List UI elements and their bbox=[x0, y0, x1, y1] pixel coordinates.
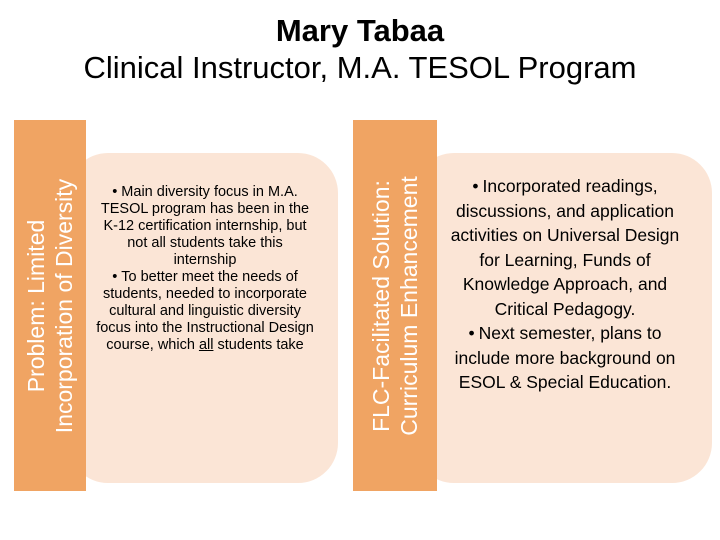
problem-bullet-1: • Main diversity focus in M.A. TESOL program has been in the K-12 certification internship, but not all students take this internship bbox=[96, 184, 314, 269]
presenter-name: Mary Tabaa bbox=[275, 13, 445, 48]
problem-text bbox=[96, 184, 314, 354]
problem-tab bbox=[14, 120, 86, 491]
solution-tab bbox=[353, 120, 437, 491]
solution-text bbox=[446, 174, 684, 395]
emphasis-all: all bbox=[198, 337, 214, 353]
problem-bullet-2: • To better meet the needs of students, needed to incorporate cultural and linguistic diversity focus into the Instructional Design course, which all students take bbox=[96, 269, 314, 354]
slide-title bbox=[0, 12, 720, 86]
solution-bullet-2: • Next semester, plans to include more background on ESOL & Special Education. bbox=[446, 321, 684, 395]
presenter-role: Clinical Instructor, M.A. TESOL Program bbox=[83, 50, 637, 85]
problem-tab-label: Problem: Limited Incorporation of Diversity bbox=[23, 178, 77, 433]
solution-bullet-1: • Incorporated readings, discussions, and application activities on Universal Design for Learning, Funds of Knowledge Approach, and Critical Pedagogy. bbox=[446, 174, 684, 321]
solution-tab-label: FLC-Facilitated Solution: Curriculum Enhancement bbox=[368, 175, 422, 436]
